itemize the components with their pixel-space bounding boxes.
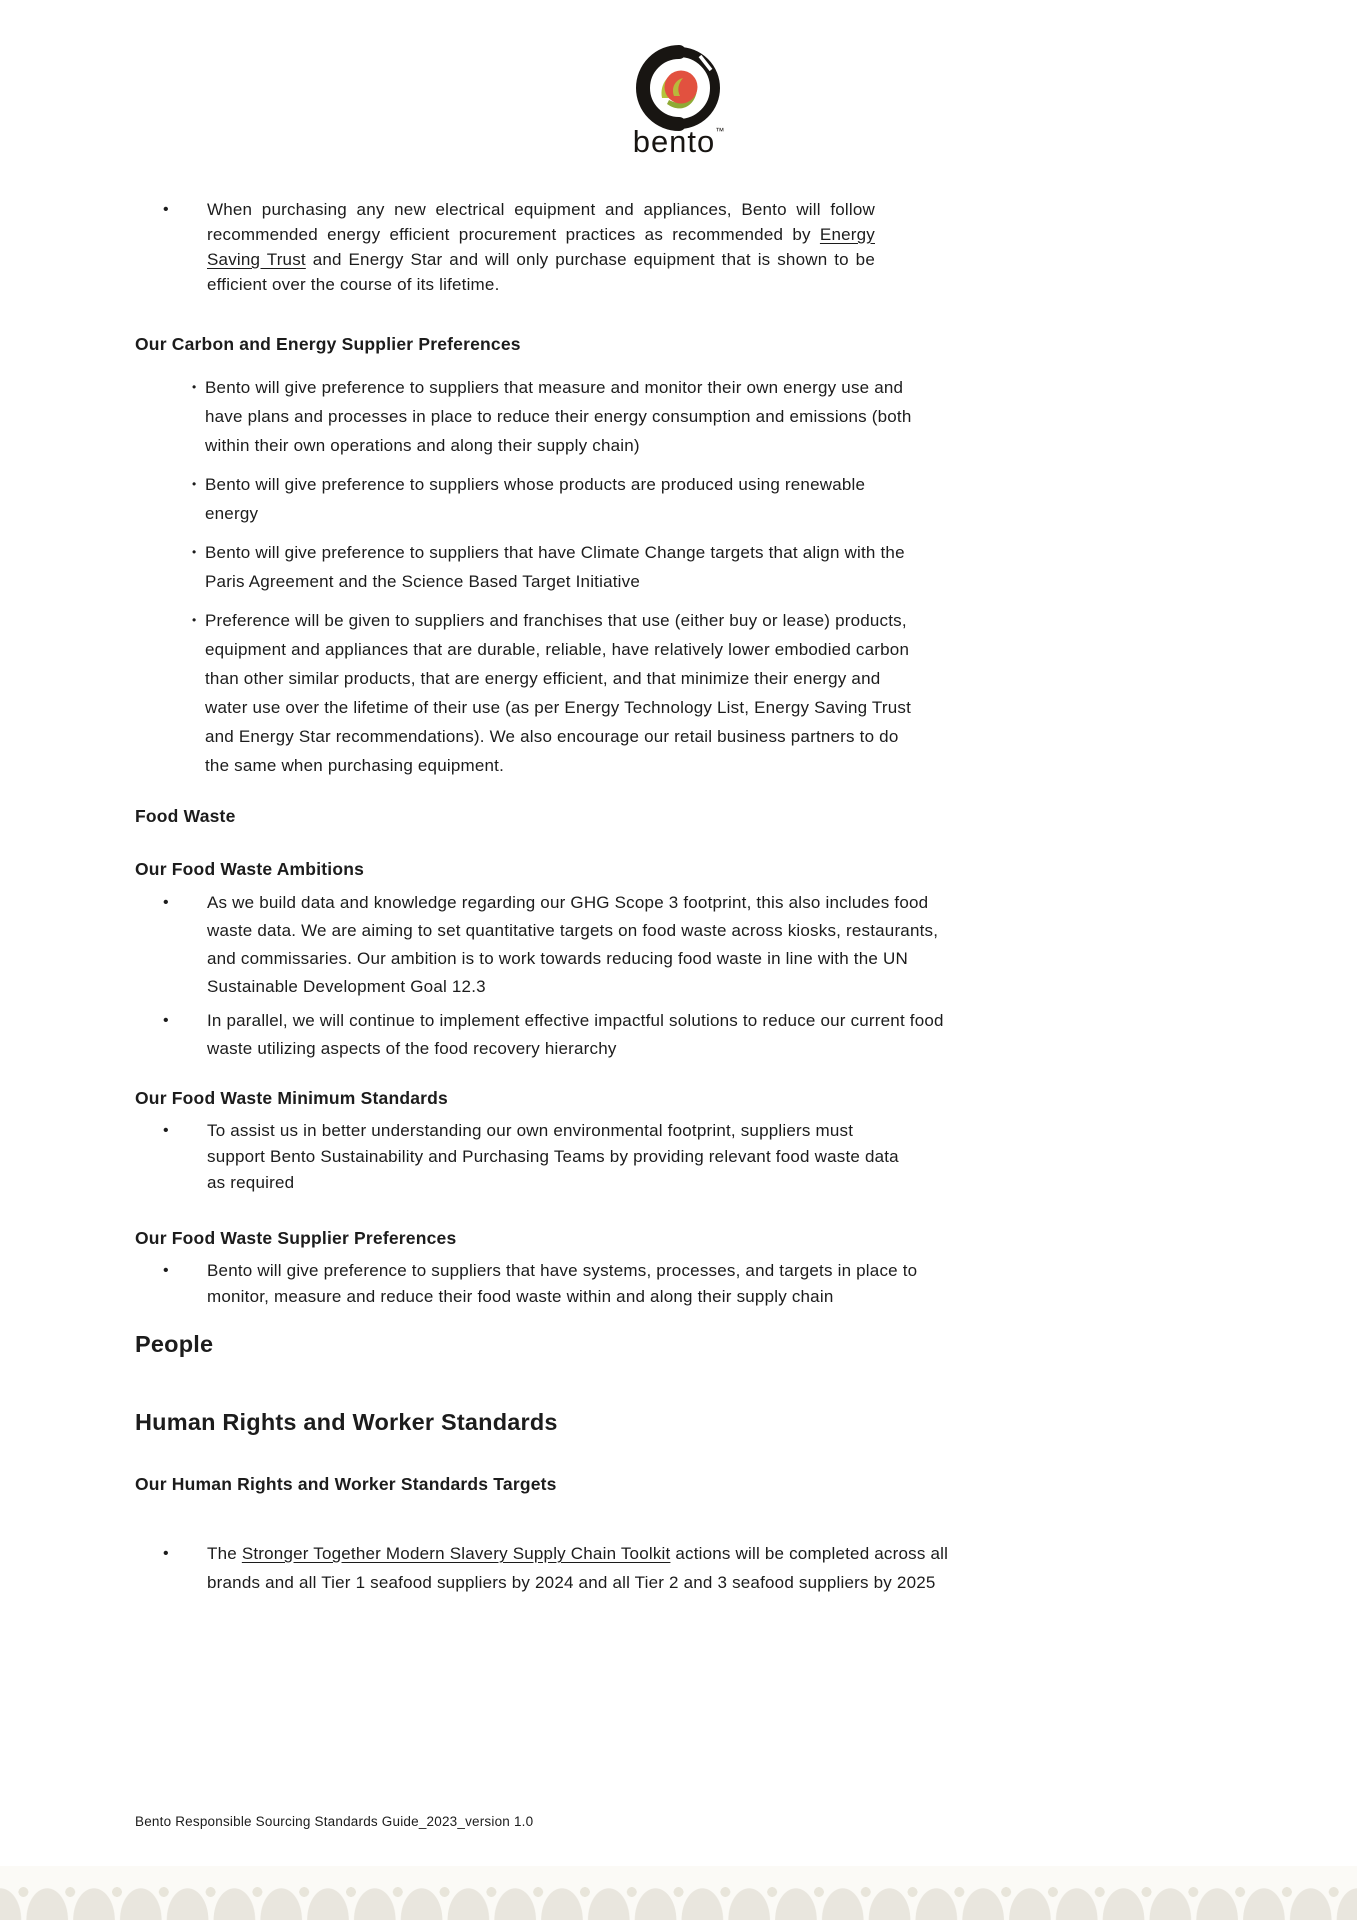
footer-text: Bento Responsible Sourcing Standards Guide_2023_version 1.0 bbox=[135, 1814, 534, 1829]
text-segment: Bento will give preference to suppliers that have systems, processes, and targets in place to monitor, measure and reduce their food waste within and along their supply chain bbox=[207, 1261, 918, 1306]
bullet-text bbox=[207, 889, 952, 1001]
link-text[interactable]: Stronger Together Modern Slavery Supply Chain Toolkit bbox=[241, 1544, 671, 1563]
section-heading: Our Carbon and Energy Supplier Preferences bbox=[135, 334, 521, 354]
bullet-icon: • bbox=[163, 201, 169, 218]
bullet-icon: • bbox=[192, 613, 197, 627]
text-segment: Bento will give preference to suppliers that have Climate Change targets that align with the Paris Agreement and the Science Based Target Initiative bbox=[205, 543, 905, 591]
bullet-list bbox=[135, 889, 952, 1063]
section-heading: Our Food Waste Minimum Standards bbox=[135, 1088, 448, 1108]
bullet-item bbox=[135, 373, 912, 460]
bullet-icon: • bbox=[192, 545, 197, 559]
bullet-text bbox=[207, 1539, 969, 1597]
bullet-item bbox=[135, 1007, 952, 1063]
text-segment: As we build data and knowledge regarding our GHG Scope 3 footprint, this also includes food waste data. We are aiming to set quantitative targets on food waste across kiosks, restaurants, and commissaries. Our ambition is to work towards reducing food waste in line with the UN Sustainable Development Goal 12.3 bbox=[207, 893, 939, 996]
bullet-icon: • bbox=[163, 1545, 169, 1562]
bullet-text bbox=[207, 197, 875, 297]
text-segment: In parallel, we will continue to implement effective impactful solutions to reduce our current food waste utilizing aspects of the food recovery hierarchy bbox=[207, 1011, 944, 1058]
text-segment: actions will be completed across all brands and all Tier 1 seafood suppliers by 2024 and all Tier 2 and 3 seafood suppliers by 2025 bbox=[207, 1544, 949, 1592]
bento-logo bbox=[0, 40, 1357, 160]
bullet-item bbox=[135, 1258, 955, 1310]
link-text[interactable]: Energy Saving Trust bbox=[207, 225, 875, 269]
section-heading: Our Food Waste Ambitions bbox=[135, 859, 365, 879]
bullet-icon: • bbox=[192, 477, 197, 491]
text-segment: To assist us in better understanding our own environmental footprint, suppliers must support Bento Sustainability and Purchasing Teams by providing relevant food waste data as required bbox=[207, 1121, 899, 1192]
bullet-icon: • bbox=[163, 1012, 169, 1029]
bullet-text bbox=[207, 1118, 902, 1196]
bullet-text bbox=[205, 538, 912, 596]
bullet-item bbox=[135, 889, 952, 1001]
bullet-text bbox=[205, 470, 912, 528]
bullet-text bbox=[205, 606, 912, 780]
bullet-icon: • bbox=[163, 1262, 169, 1279]
bullet-list bbox=[135, 197, 875, 297]
text-segment: Bento will give preference to suppliers whose products are produced using renewable energy bbox=[205, 475, 866, 523]
bullet-text bbox=[207, 1007, 952, 1063]
decorative-border bbox=[0, 1866, 1357, 1920]
bullet-item bbox=[135, 470, 912, 528]
section-heading: People bbox=[135, 1331, 214, 1357]
text-segment: Bento will give preference to suppliers that measure and monitor their own energy use and have plans and processes in place to reduce their energy consumption and emissions (both within their own operations and along their supply chain) bbox=[205, 378, 912, 455]
section-heading: Our Food Waste Supplier Preferences bbox=[135, 1228, 457, 1248]
bullet-item bbox=[135, 197, 875, 297]
bullet-text bbox=[205, 373, 912, 460]
bento-logo-text: bento™ bbox=[632, 124, 725, 159]
text-segment: Preference will be given to suppliers and franchises that use (either buy or lease) products, equipment and appliances that are durable, reliable, have relatively lower embodied carbon than other similar products, that are energy efficient, and that minimize their energy and water use over the lifetime of their use (as per Energy Technology List, Energy Saving Trust and Energy Star recommendations). We also encourage our retail business partners to do the same when purchasing equipment. bbox=[205, 611, 911, 775]
bullet-item bbox=[135, 1539, 969, 1597]
bullet-item bbox=[135, 538, 912, 596]
trademark-mark: ™ bbox=[715, 126, 725, 136]
text-segment: When purchasing any new electrical equipment and appliances, Bento will follow recommended energy efficient procurement practices as recommended by bbox=[207, 200, 875, 244]
bullet-list bbox=[135, 1258, 955, 1310]
text-segment: The bbox=[207, 1544, 242, 1563]
bullet-icon: • bbox=[192, 380, 197, 394]
bullet-item bbox=[135, 606, 912, 780]
bullet-list bbox=[135, 1539, 969, 1597]
section-heading: Human Rights and Worker Standards bbox=[135, 1409, 558, 1435]
section-heading: Our Human Rights and Worker Standards Targets bbox=[135, 1474, 557, 1494]
bullet-icon: • bbox=[163, 894, 169, 911]
bullet-list bbox=[135, 1118, 902, 1196]
bullet-list bbox=[135, 373, 912, 780]
section-heading: Food Waste bbox=[135, 806, 236, 826]
text-segment: and Energy Star and will only purchase equipment that is shown to be efficient over the course of its lifetime. bbox=[207, 250, 875, 294]
bullet-text bbox=[207, 1258, 955, 1310]
bullet-item bbox=[135, 1118, 902, 1196]
bullet-icon: • bbox=[163, 1122, 169, 1139]
